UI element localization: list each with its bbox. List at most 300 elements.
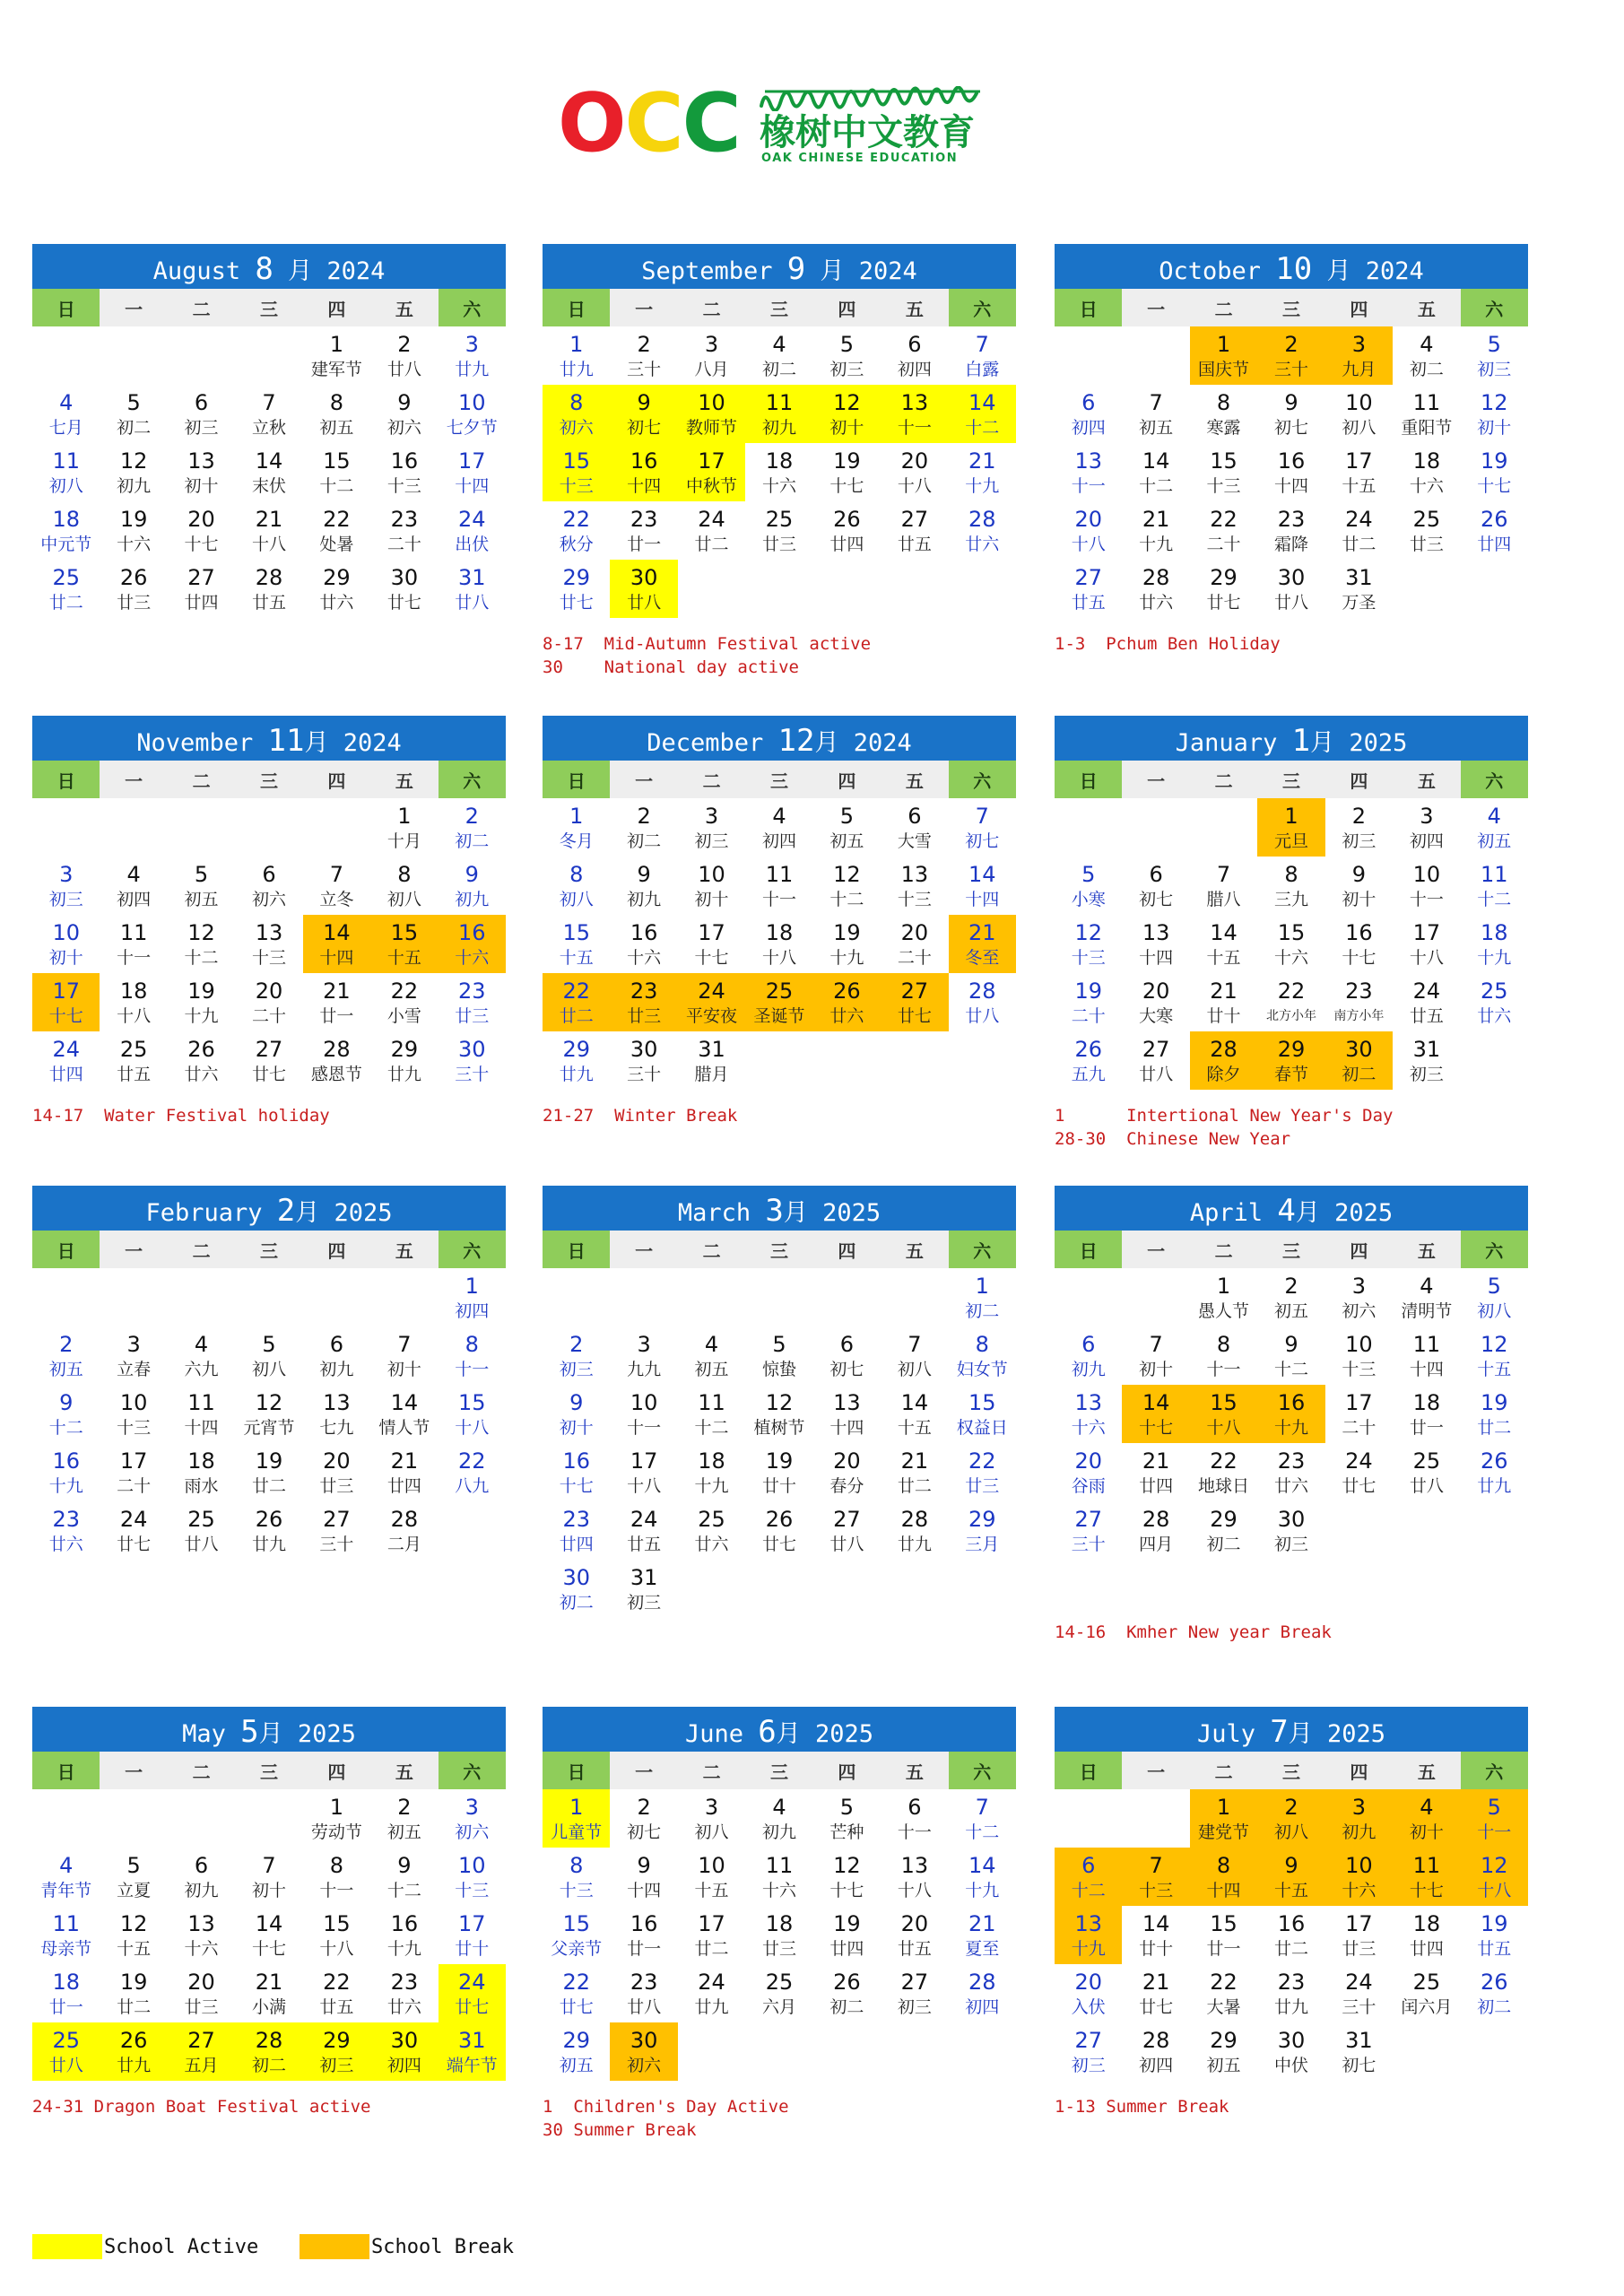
- lunar-label: 初九: [455, 889, 490, 909]
- day-number: 24: [1345, 1969, 1373, 1995]
- lunar-label: 初四: [455, 1300, 490, 1321]
- day-number: 9: [397, 1852, 412, 1878]
- note-line: 21-27 Winter Break: [543, 1106, 738, 1126]
- day-cell: [745, 1501, 812, 1560]
- day-number: 5: [262, 1331, 276, 1357]
- month-header-name: July: [1196, 1720, 1271, 1748]
- day-number: 23: [1345, 978, 1373, 1004]
- day-number: 8: [397, 861, 412, 887]
- weekday-label: 二: [678, 1752, 745, 1789]
- lunar-label: 十三: [1139, 1880, 1174, 1900]
- day-cell: [370, 1964, 438, 2022]
- day-cell: [1122, 1501, 1189, 1560]
- day-cell: [610, 915, 677, 973]
- weekday-label: 一: [1122, 289, 1189, 326]
- day-cell: [678, 501, 745, 560]
- day-cell: [745, 501, 812, 560]
- day-number: 4: [704, 1331, 719, 1357]
- lunar-label: 二十: [897, 947, 932, 968]
- day-cell: [439, 1385, 506, 1443]
- lunar-label: 廿十: [1206, 1005, 1241, 1026]
- day-number: 20: [1074, 1448, 1102, 1474]
- empty-cell: [32, 1268, 100, 1326]
- day-number: 17: [698, 448, 725, 474]
- day-number: 2: [637, 331, 651, 357]
- day-number: 7: [1216, 861, 1231, 887]
- day-number: 10: [1412, 861, 1441, 887]
- day-number: 4: [59, 389, 74, 415]
- weekday-label: 二: [168, 1231, 235, 1268]
- weekday-label: 四: [813, 1231, 881, 1268]
- day-number: 28: [323, 1036, 351, 1062]
- day-cell: [1257, 973, 1324, 1031]
- days-grid: [1055, 798, 1528, 1090]
- weekday-label: 五: [881, 1231, 948, 1268]
- day-number: 29: [1210, 564, 1238, 590]
- day-cell: [1190, 1031, 1257, 1090]
- day-cell: [235, 973, 302, 1031]
- month-header: [543, 1707, 1016, 1752]
- lunar-label: 初八: [1477, 1300, 1512, 1321]
- day-cell: [1325, 1326, 1393, 1385]
- day-cell: [235, 1031, 302, 1090]
- day-number: 26: [833, 1969, 861, 1995]
- empty-cell: [1055, 326, 1122, 385]
- day-number: 16: [390, 1910, 419, 1936]
- lunar-label: 初十: [1409, 1822, 1444, 1842]
- day-cell: [168, 1848, 235, 1906]
- day-number: 27: [323, 1506, 351, 1532]
- lunar-label: 十五: [386, 947, 421, 968]
- lunar-label: 二十: [1342, 1417, 1376, 1438]
- weekday-row: [32, 761, 506, 798]
- day-cell: [1325, 915, 1393, 973]
- day-number: 27: [1074, 1506, 1102, 1532]
- day-cell: [1393, 1268, 1460, 1326]
- lunar-label: 初二: [117, 417, 152, 438]
- day-cell: [678, 1443, 745, 1501]
- day-cell: [235, 560, 302, 618]
- weekday-label: 四: [813, 1752, 881, 1789]
- day-number: 12: [833, 389, 861, 415]
- day-number: 30: [1277, 1506, 1306, 1532]
- empty-cell: [235, 326, 302, 385]
- month-header-num: 5: [240, 1714, 259, 1750]
- day-cell: [745, 1789, 812, 1848]
- day-number: 11: [187, 1389, 215, 1415]
- lunar-label: 廿七: [1139, 1996, 1174, 2017]
- day-cell: [32, 1964, 100, 2022]
- lunar-label: 十二: [1071, 1880, 1106, 1900]
- day-cell: [1325, 1964, 1393, 2022]
- day-number: 8: [569, 389, 584, 415]
- day-cell: [1122, 385, 1189, 443]
- lunar-label: 十六: [761, 1880, 796, 1900]
- lunar-label: 廿八: [455, 592, 490, 613]
- lunar-label: 初三: [319, 2055, 354, 2075]
- day-cell: [1122, 1848, 1189, 1906]
- day-cell: [32, 501, 100, 560]
- day-number: 16: [390, 448, 419, 474]
- lunar-label: 十九: [965, 1880, 1000, 1900]
- empty-cell: [100, 798, 167, 857]
- day-cell: [32, 857, 100, 915]
- day-number: 19: [255, 1448, 283, 1474]
- month-header-unit: 月: [1295, 1199, 1335, 1227]
- day-cell: [543, 798, 610, 857]
- lunar-label: 初二: [761, 359, 796, 379]
- day-number: 16: [630, 919, 658, 945]
- lunar-label: 十一: [897, 417, 932, 438]
- day-number: 8: [569, 1852, 584, 1878]
- lunar-label: 初七: [829, 1359, 864, 1379]
- lunar-label: 初三: [559, 1359, 594, 1379]
- day-cell: [881, 385, 948, 443]
- lunar-label: 十八: [627, 1475, 662, 1496]
- lunar-label: 廿六: [319, 592, 354, 613]
- lunar-label: 除夕: [1206, 1064, 1241, 1084]
- day-cell: [439, 1789, 506, 1848]
- month-header-unit: 月: [1312, 257, 1366, 285]
- lunar-label: 十六: [455, 947, 490, 968]
- day-cell: [100, 1964, 167, 2022]
- lunar-label: 廿六: [48, 1534, 83, 1554]
- lunar-label: 廿八: [184, 1534, 219, 1554]
- day-cell: [543, 1443, 610, 1501]
- day-cell: [100, 1326, 167, 1385]
- lunar-label: 廿七: [559, 1996, 594, 2017]
- day-cell: [370, 1906, 438, 1964]
- month-header-name: March: [677, 1199, 766, 1227]
- lunar-label: 廿七: [1342, 1475, 1376, 1496]
- lunar-label: 立夏: [117, 1880, 152, 1900]
- day-cell: [1190, 1848, 1257, 1906]
- day-cell: [439, 1848, 506, 1906]
- day-number: 29: [562, 1036, 590, 1062]
- day-cell: [1393, 1031, 1460, 1090]
- lunar-label: 雨水: [184, 1475, 219, 1496]
- day-cell: [1122, 1385, 1189, 1443]
- day-cell: [1393, 1789, 1460, 1848]
- weekday-label: 六: [1461, 1752, 1528, 1789]
- day-cell: [1257, 1848, 1324, 1906]
- lunar-label: 十五: [559, 947, 594, 968]
- day-number: 7: [262, 1852, 276, 1878]
- lunar-label: 清明节: [1401, 1300, 1453, 1321]
- lunar-label: 腊月: [694, 1064, 729, 1084]
- day-cell: [168, 1501, 235, 1560]
- day-number: 5: [126, 389, 141, 415]
- empty-cell: [745, 1268, 812, 1326]
- day-cell: [610, 443, 677, 501]
- day-number: 2: [59, 1331, 74, 1357]
- day-number: 18: [187, 1448, 215, 1474]
- lunar-label: 春节: [1273, 1064, 1308, 1084]
- lunar-label: 廿八: [1409, 1475, 1444, 1496]
- lunar-label: 初五: [694, 1359, 729, 1379]
- day-cell: [1055, 1964, 1122, 2022]
- day-number: 28: [1142, 1506, 1170, 1532]
- day-number: 18: [698, 1448, 725, 1474]
- day-cell: [610, 560, 677, 618]
- day-number: 19: [1481, 1910, 1508, 1936]
- days-grid: [32, 1789, 506, 2081]
- month-header-name: February: [145, 1199, 277, 1227]
- day-cell: [678, 385, 745, 443]
- weekday-label: 日: [32, 1231, 100, 1268]
- day-cell: [235, 1964, 302, 2022]
- day-cell: [1325, 857, 1393, 915]
- day-number: 31: [1345, 564, 1373, 590]
- lunar-label: 廿九: [117, 2055, 152, 2075]
- weekday-label: 二: [678, 289, 745, 326]
- day-cell: [678, 1501, 745, 1560]
- day-cell: [1393, 1848, 1460, 1906]
- lunar-label: 十六: [761, 475, 796, 496]
- lunar-label: 感恩节: [310, 1064, 362, 1084]
- day-number: 9: [1284, 389, 1298, 415]
- weekday-label: 三: [1257, 1752, 1324, 1789]
- day-number: 9: [637, 389, 651, 415]
- lunar-label: 十二: [319, 475, 354, 496]
- weekday-label: 六: [1461, 289, 1528, 326]
- lunar-label: 二十: [251, 1005, 286, 1026]
- month-header: [32, 716, 506, 761]
- day-cell: [100, 1031, 167, 1090]
- day-number: 10: [630, 1389, 658, 1415]
- logo-english: OAK CHINESE EDUCATION: [761, 152, 959, 165]
- day-cell: [543, 1501, 610, 1560]
- day-number: 13: [900, 389, 929, 415]
- day-cell: [813, 443, 881, 501]
- month-header-year: 2025: [1334, 1199, 1394, 1227]
- day-number: 6: [908, 803, 922, 829]
- day-cell: [813, 1326, 881, 1385]
- lunar-label: 十八: [897, 475, 932, 496]
- day-cell: [1190, 1385, 1257, 1443]
- lunar-label: 惊蛰: [761, 1359, 796, 1379]
- lunar-label: 廿六: [386, 1996, 421, 2017]
- lunar-label: 八九: [455, 1475, 490, 1496]
- day-cell: [1190, 1501, 1257, 1560]
- day-cell: [1325, 1848, 1393, 1906]
- day-number: 10: [52, 919, 80, 945]
- days-grid: [1055, 326, 1528, 618]
- day-cell: [881, 857, 948, 915]
- lunar-label: 初九: [319, 1359, 354, 1379]
- lunar-label: 十七: [1409, 1880, 1444, 1900]
- lunar-label: 初九: [761, 1822, 796, 1842]
- lunar-label: 廿四: [829, 534, 864, 554]
- day-cell: [543, 1906, 610, 1964]
- day-cell: [168, 2022, 235, 2081]
- day-cell: [543, 443, 610, 501]
- day-cell: [1393, 857, 1460, 915]
- day-number: 14: [1142, 1910, 1170, 1936]
- day-cell: [543, 385, 610, 443]
- day-cell: [1257, 501, 1324, 560]
- day-cell: [439, 1326, 506, 1385]
- month-header-num: 1: [1291, 723, 1311, 759]
- lunar-label: 廿六: [1477, 1005, 1512, 1026]
- day-number: 14: [1142, 1389, 1170, 1415]
- day-cell: [100, 560, 167, 618]
- lunar-label: 三十: [1273, 359, 1308, 379]
- lunar-label: 廿六: [829, 1005, 864, 1026]
- day-number: 23: [1277, 1448, 1306, 1474]
- day-cell: [610, 1964, 677, 2022]
- month-header-num: 10: [1275, 251, 1313, 287]
- weekday-label: 四: [813, 761, 881, 798]
- day-number: 23: [630, 978, 658, 1004]
- lunar-label: 十二: [1139, 475, 1174, 496]
- day-cell: [745, 443, 812, 501]
- lunar-label: 初五: [1206, 2055, 1241, 2075]
- weekday-label: 二: [168, 289, 235, 326]
- day-number: 1: [569, 331, 584, 357]
- day-number: 28: [968, 978, 996, 1004]
- weekday-label: 六: [949, 1752, 1016, 1789]
- empty-cell: [1190, 798, 1257, 857]
- day-cell: [1190, 1906, 1257, 1964]
- day-number: 7: [329, 861, 344, 887]
- day-cell: [100, 1501, 167, 1560]
- month-header-year: 2025: [815, 1720, 874, 1748]
- note-line: 28-30 Chinese New Year: [1055, 1129, 1291, 1149]
- lunar-label: 初三: [829, 359, 864, 379]
- day-cell: [1055, 973, 1122, 1031]
- month-header-name: November: [136, 729, 268, 757]
- day-number: 17: [1345, 448, 1373, 474]
- day-number: 15: [562, 919, 590, 945]
- weekday-label: 五: [881, 1752, 948, 1789]
- weekday-label: 日: [32, 289, 100, 326]
- day-number: 17: [52, 978, 80, 1004]
- day-number: 20: [1142, 978, 1170, 1004]
- day-cell: [303, 1501, 370, 1560]
- day-number: 9: [1284, 1852, 1298, 1878]
- lunar-label: 廿四: [1139, 1475, 1174, 1496]
- day-cell: [303, 915, 370, 973]
- day-cell: [370, 915, 438, 973]
- day-cell: [439, 1906, 506, 1964]
- day-number: 30: [1277, 564, 1306, 590]
- day-cell: [1190, 443, 1257, 501]
- day-number: 25: [698, 1506, 725, 1532]
- day-number: 16: [1345, 919, 1373, 945]
- lunar-label: 初四: [761, 831, 796, 851]
- day-number: 22: [562, 1969, 590, 1995]
- month-header: [1055, 716, 1528, 761]
- lunar-label: 秋分: [559, 534, 594, 554]
- day-number: 8: [329, 1852, 344, 1878]
- day-number: 30: [630, 1036, 658, 1062]
- day-cell: [1190, 2022, 1257, 2081]
- day-cell: [949, 326, 1016, 385]
- lunar-label: 十九: [184, 1005, 219, 1026]
- lunar-label: 初二: [1477, 1996, 1512, 2017]
- lunar-label: 春分: [829, 1475, 864, 1496]
- day-cell: [1190, 1268, 1257, 1326]
- lunar-label: 万圣: [1342, 592, 1376, 613]
- day-cell: [1190, 560, 1257, 618]
- day-cell: [235, 1326, 302, 1385]
- empty-cell: [610, 1268, 677, 1326]
- day-cell: [32, 1848, 100, 1906]
- lunar-label: 廿九: [559, 359, 594, 379]
- day-number: 1: [975, 1273, 989, 1299]
- weekday-label: 六: [949, 1231, 1016, 1268]
- day-number: 7: [262, 389, 276, 415]
- lunar-label: 十五: [1342, 475, 1376, 496]
- weekday-row: [1055, 761, 1528, 798]
- day-number: 6: [194, 389, 209, 415]
- month-header-unit: 月: [805, 257, 859, 285]
- day-cell: [1325, 560, 1393, 618]
- day-cell: [949, 1268, 1016, 1326]
- day-number: 20: [187, 1969, 215, 1995]
- day-number: 29: [323, 564, 351, 590]
- day-number: 13: [833, 1389, 861, 1415]
- lunar-label: 初十: [1477, 417, 1512, 438]
- day-cell: [32, 1385, 100, 1443]
- month-header-num: 9: [786, 251, 806, 287]
- day-cell: [949, 1443, 1016, 1501]
- day-number: 18: [765, 919, 794, 945]
- empty-cell: [881, 1268, 948, 1326]
- day-number: 16: [1277, 448, 1306, 474]
- legend-swatch-active: [32, 2234, 102, 2259]
- day-cell: [168, 443, 235, 501]
- month-november: [32, 716, 506, 1127]
- day-cell: [370, 2022, 438, 2081]
- day-cell: [1257, 1268, 1324, 1326]
- lunar-label: 十四: [965, 889, 1000, 909]
- day-cell: [370, 1031, 438, 1090]
- day-cell: [168, 1031, 235, 1090]
- lunar-label: 十二: [1477, 889, 1512, 909]
- day-number: 25: [1412, 1448, 1441, 1474]
- weekday-label: 五: [370, 289, 438, 326]
- lunar-label: 初九: [1071, 1359, 1106, 1379]
- lunar-label: 十四: [627, 1880, 662, 1900]
- lunar-label: 初九: [761, 417, 796, 438]
- day-cell: [1393, 501, 1460, 560]
- lunar-label: 初十: [251, 1880, 286, 1900]
- day-cell: [1325, 501, 1393, 560]
- weekday-label: 日: [543, 1752, 610, 1789]
- lunar-label: 初二: [1409, 359, 1444, 379]
- day-number: 25: [1412, 506, 1441, 532]
- day-cell: [881, 1385, 948, 1443]
- day-number: 3: [704, 1794, 719, 1820]
- day-number: 10: [1345, 1331, 1373, 1357]
- day-number: 28: [968, 506, 996, 532]
- days-grid: [543, 1789, 1016, 2081]
- day-number: 9: [1351, 861, 1367, 887]
- day-number: 20: [255, 978, 283, 1004]
- day-cell: [949, 501, 1016, 560]
- day-cell: [1393, 798, 1460, 857]
- weekday-label: 二: [168, 761, 235, 798]
- lunar-label: 青年节: [40, 1880, 92, 1900]
- day-cell: [370, 501, 438, 560]
- day-number: 21: [968, 448, 996, 474]
- month-header-name: August: [152, 257, 256, 285]
- lunar-label: 芒种: [829, 1822, 864, 1842]
- lunar-label: 权益日: [956, 1417, 1008, 1438]
- lunar-label: 初十: [184, 475, 219, 496]
